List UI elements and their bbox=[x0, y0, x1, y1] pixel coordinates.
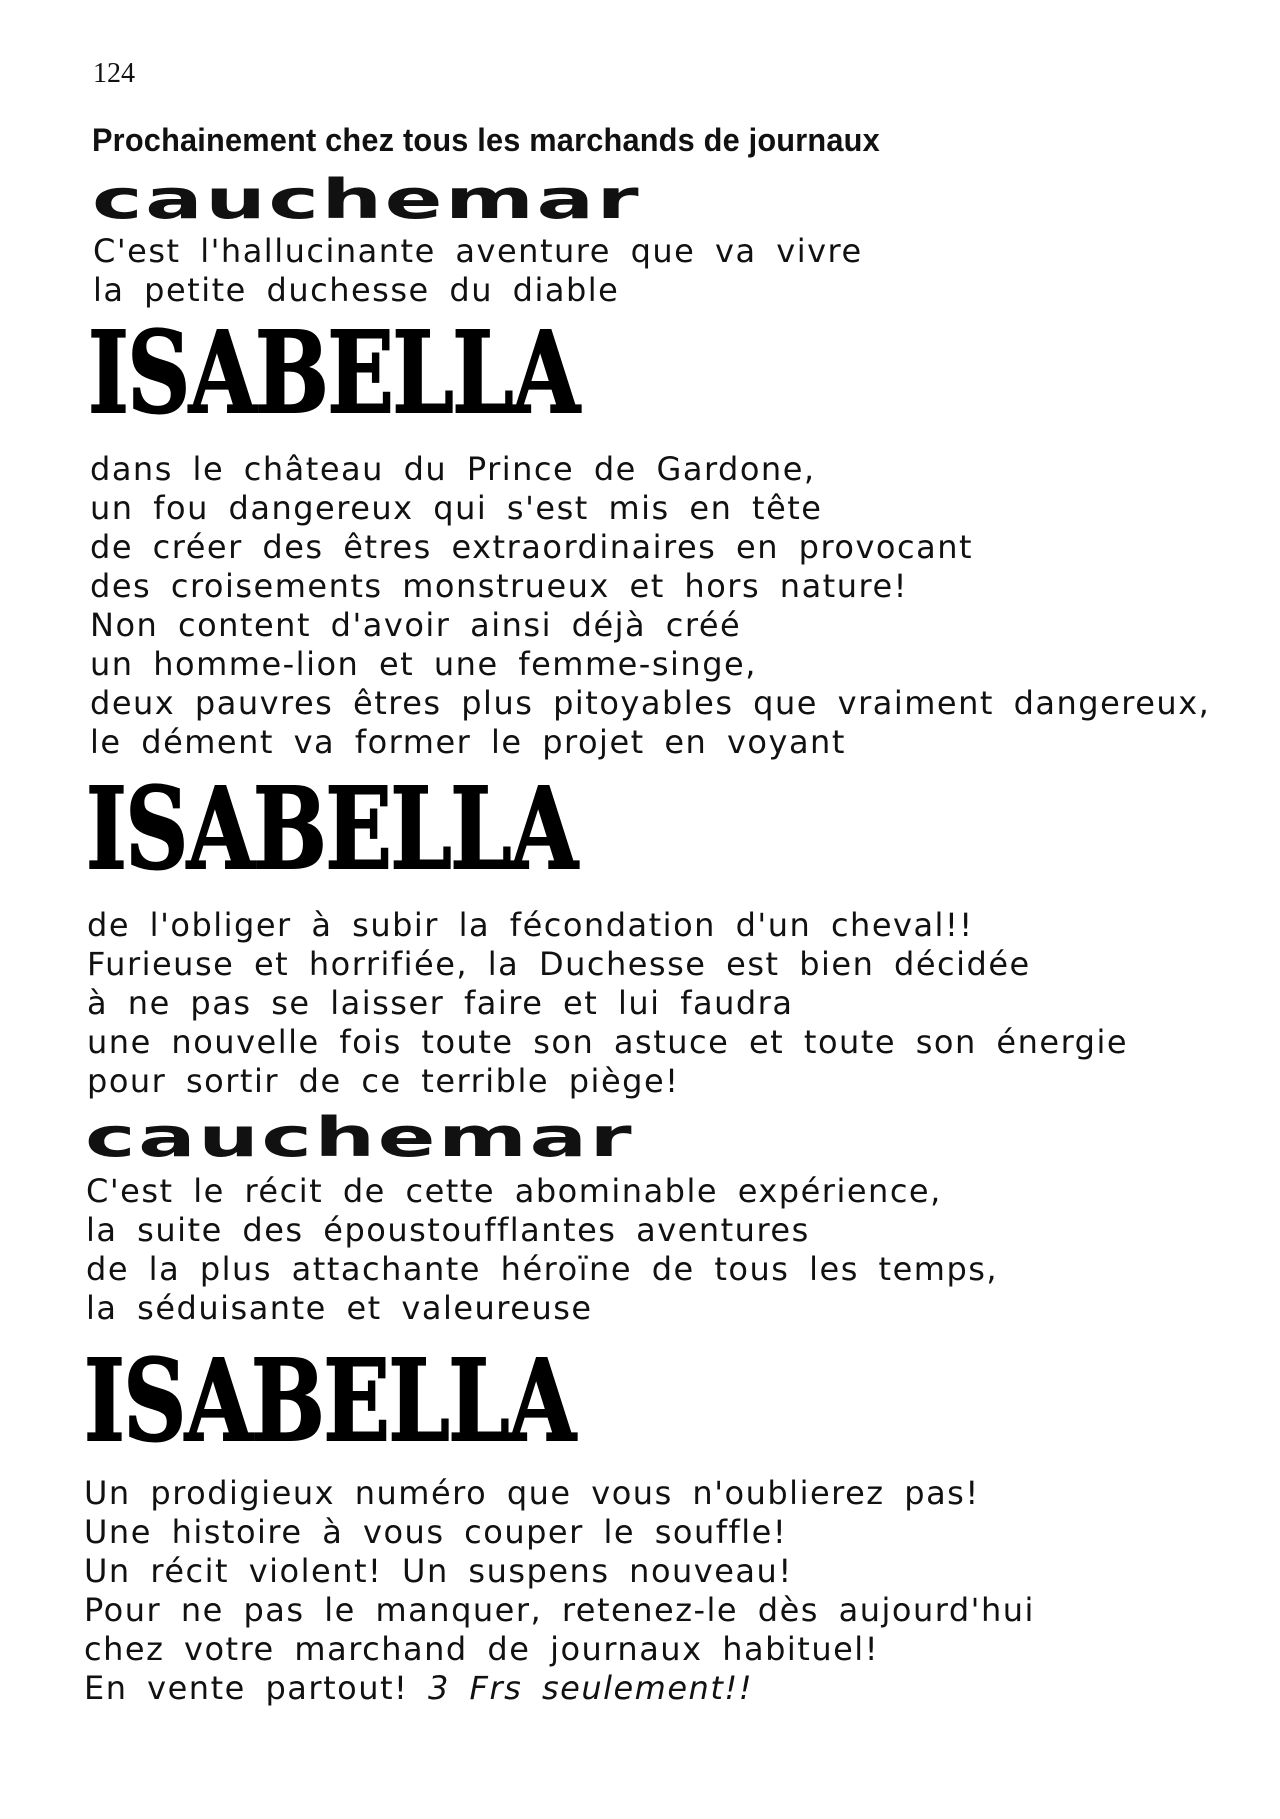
text-line: Furieuse et horrifiée, la Duchesse est bien décidée bbox=[87, 945, 1031, 983]
price-line-text: En vente partout! bbox=[84, 1669, 429, 1707]
isabella-logo-2: ISABELLA bbox=[86, 764, 577, 895]
cauchemar-title-2: cauchemar bbox=[85, 1105, 635, 1170]
paragraph-closing bbox=[84, 1474, 1035, 1708]
text-line: un fou dangereux qui s'est mis en tête bbox=[90, 489, 823, 527]
paragraph-recit bbox=[86, 1172, 998, 1328]
price-line bbox=[84, 1669, 1035, 1708]
isabella-logo-3: ISABELLA bbox=[84, 1336, 575, 1467]
text-line: des croisements monstrueux et hors nature! bbox=[90, 567, 908, 605]
text-line: pour sortir de ce terrible piège! bbox=[87, 1062, 680, 1100]
text-line: le dément va former le projet en voyant bbox=[90, 723, 846, 761]
text-line: de l'obliger à subir la fécondation d'un cheval!! bbox=[87, 906, 974, 944]
text-line: Non content d'avoir ainsi déjà créé bbox=[90, 606, 742, 644]
page-number: 124 bbox=[93, 58, 135, 89]
text-line: C'est l'hallucinante aventure que va vivre bbox=[93, 232, 863, 270]
cauchemar-title-1: cauchemar bbox=[92, 167, 642, 232]
text-line: Un prodigieux numéro que vous n'oublierez pas! bbox=[84, 1474, 980, 1512]
paragraph-fecondation bbox=[87, 906, 1128, 1101]
isabella-logo-1: ISABELLA bbox=[88, 308, 579, 439]
paragraph-chateau bbox=[90, 450, 1210, 762]
text-line: Pour ne pas le manquer, retenez-le dès aujourd'hui bbox=[84, 1591, 1035, 1629]
text-line: de la plus attachante héroïne de tous les temps, bbox=[86, 1250, 999, 1288]
text-line: chez votre marchand de journaux habituel! bbox=[84, 1630, 880, 1668]
text-line: Une histoire à vous couper le souffle! bbox=[84, 1513, 788, 1551]
text-line: C'est le récit de cette abominable expérience, bbox=[86, 1172, 942, 1210]
intro-paragraph bbox=[93, 232, 863, 310]
text-line: à ne pas se laisser faire et lui faudra bbox=[87, 984, 794, 1022]
text-line: dans le château du Prince de Gardone, bbox=[90, 450, 816, 488]
text-line: un homme-lion et une femme-singe, bbox=[90, 645, 757, 683]
headline: Prochainement chez tous les marchands de journaux bbox=[92, 122, 880, 158]
text-line: la suite des époustoufflantes aventures bbox=[86, 1211, 810, 1249]
text-line: deux pauvres êtres plus pitoyables que vraiment dangereux, bbox=[90, 684, 1211, 722]
text-line: une nouvelle fois toute son astuce et toute son énergie bbox=[87, 1023, 1129, 1061]
price-text: 3 Frs seulement!! bbox=[428, 1669, 754, 1707]
text-line: la petite duchesse du diable bbox=[93, 271, 620, 309]
text-line: Un récit violent! Un suspens nouveau! bbox=[84, 1552, 793, 1590]
text-line: de créer des êtres extraordinaires en provocant bbox=[90, 528, 974, 566]
text-line: la séduisante et valeureuse bbox=[86, 1289, 593, 1327]
